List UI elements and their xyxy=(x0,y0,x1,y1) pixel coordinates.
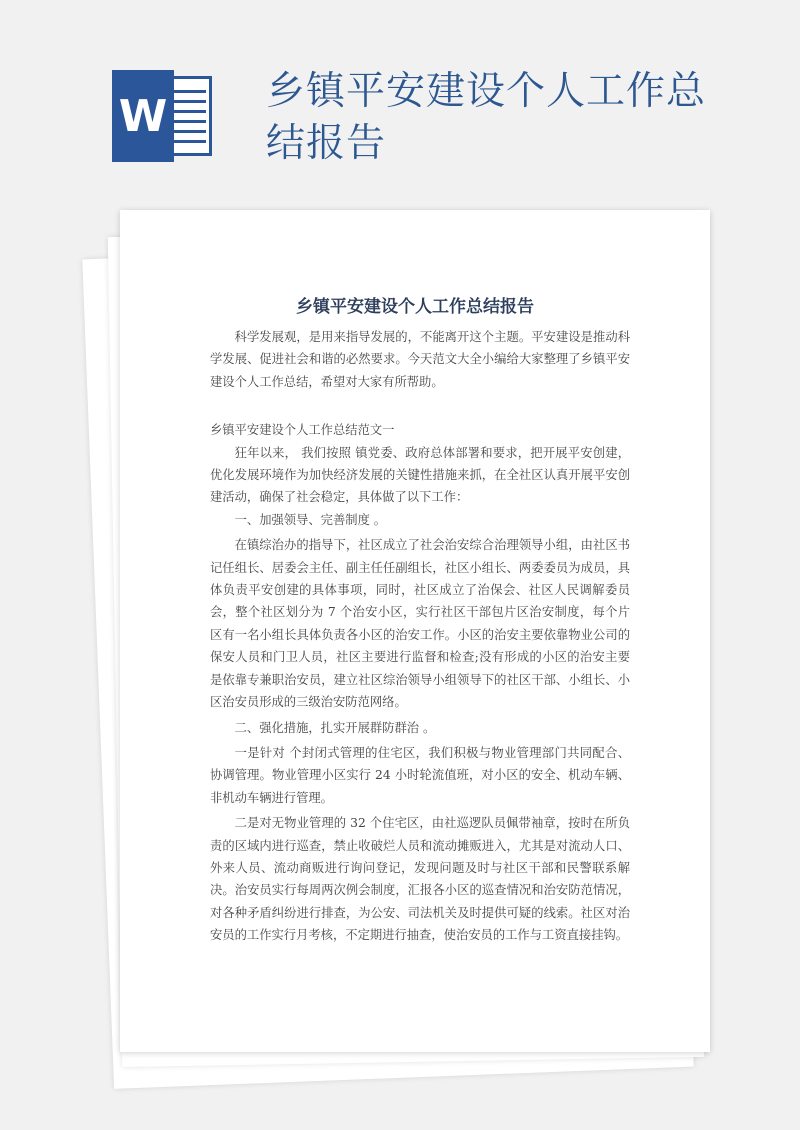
document-body xyxy=(210,326,630,947)
word-logo-letter: W xyxy=(112,70,174,162)
body-paragraph: 二是对无物业管理的 32 个住宅区，由社巡逻队员佩带袖章，按时在所负责的区域内进行巡查，禁止收破烂人员和流动摊贩进入，尤其是对流动人口、外来人员、流动商贩进行询问登记，发现问题及时与社区干部和民警联系解决。治安员实行每周两次例会制度，汇报各小区的巡查情况和治安防范情况，对各种矛盾纠纷进行排查，为公安、司法机关及时提供可疑的线索。社区对治安员的工作实行月考核，不定期进行抽查，使治安员的工作与工资直接挂钩。 xyxy=(210,816,630,943)
header-title: 乡镇平安建设个人工作总结报告 xyxy=(266,69,707,166)
body-paragraph: 一是针对 个封闭式管理的住宅区，我们积极与物业管理部门共同配合、协调管理。物业管理小区实行 24 小时轮流值班，对小区的安全、机动车辆、非机动车辆进行管理。 xyxy=(210,745,630,805)
document-title: 乡镇平安建设个人工作总结报告 xyxy=(296,297,534,317)
intro-paragraph: 科学发展观，是用来指导发展的，不能离开这个主题。平安建设是推动科学发展、促进社会和谐的必然要求。今天范文大全小编给大家整理了乡镇平安建设个人工作总结，希望对大家有所帮助。 xyxy=(210,330,630,389)
word-document-icon xyxy=(108,70,216,162)
body-paragraph: 狂年以来， 我们按照 镇党委、政府总体部署和要求，把开展平安创建，优化发展环境作为加快经济发展的关键性措施来抓，在全社区认真开展平安创建活动，确保了社会稳定，具体做了以下工作： xyxy=(210,445,630,505)
subheading-2: 二、强化措施，扎实开展群防群治 。 xyxy=(234,720,436,735)
body-paragraph: 在镇综治办的指导下，社区成立了社会治安综合治理领导小组，由社区书记任组长、居委会主任、副主任任副组长，社区小组长、两委委员为成员，具体负责平安创建的具体事项，同时，社区成立了治保会、社区人民调解委员会，整个社区划分为 7 个治安小区，实行社区干部包片区治安制度，每个片区有一名小组长具体负责各小区的治安工作。小区的治安主要依靠物业公司的保安人员和门卫人员，社区主要进行监督和检查;没有形成的小区的治安主要是依靠专兼职治安员，建立社区综治领导小组领导下的社区干部、小组长、小区治安员形成的三级治安防范网络。 xyxy=(210,538,630,710)
document-page xyxy=(120,210,710,1052)
subheading-1: 一、加强领导、完善制度 。 xyxy=(234,512,387,527)
section-heading: 乡镇平安建设个人工作总结范文一 xyxy=(210,423,395,438)
